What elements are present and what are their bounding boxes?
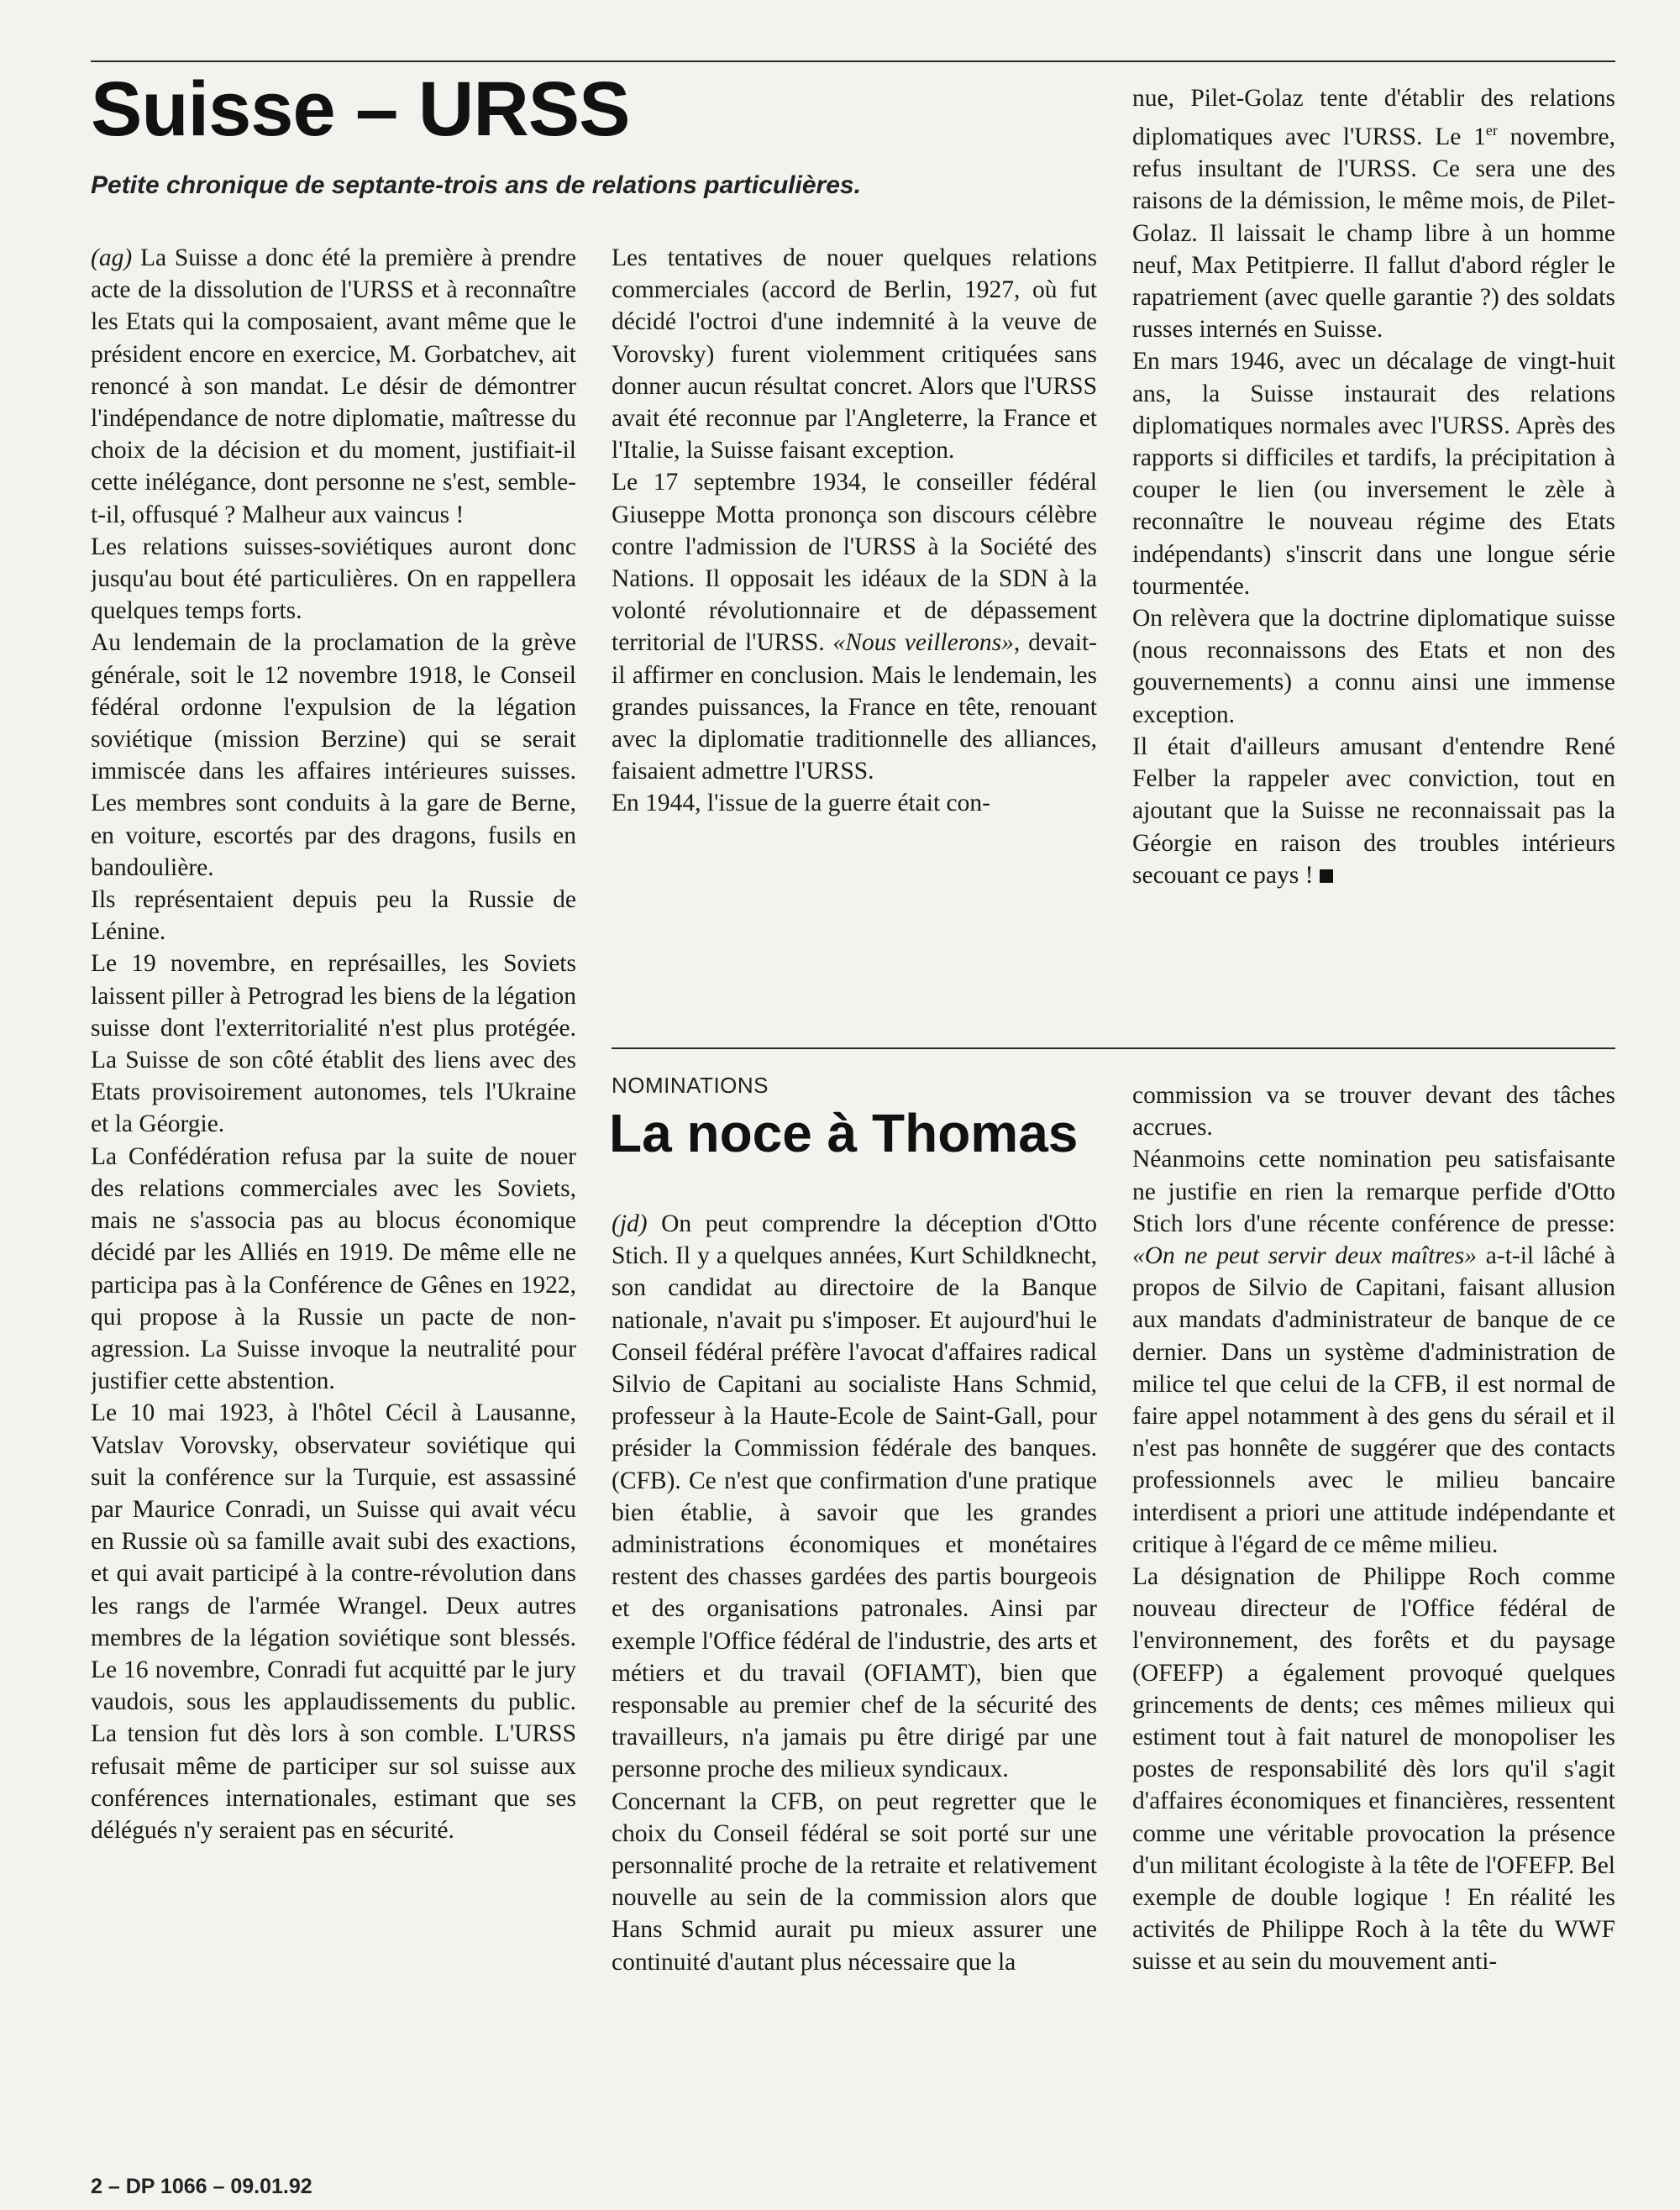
- paragraph: (ag) La Suisse a donc été la première à prendre acte de la dissolution de l'URSS et à reconnaître les Etats qui la composaient, avant même que le président encore en exercice, M. Gorbatchev, ait renoncé à son mandat. Le désir de démontrer l'indépendance de notre diplomatie, maîtresse du choix de la décision et du moment, justifiait-il cette inélégance, dont personne ne s'est, semble-t-il, offusqué ? Malheur aux vaincus !: [91, 244, 576, 528]
- paragraph: La désignation de Philippe Roch comme nouveau directeur de l'Office fédéral de l'environnement, des forêts et du paysage (OFEFP) a également provoqué quelques grincements de dents; ces mêmes milieux qui estiment tout à fait naturel de monopoliser les postes de responsabilité dès lors qu'il s'agit d'affaires économiques et financières, ressentent comme une véritable provocation la présence d'un militant écologiste à la tête de l'OFEFP. Bel exemple de double logique ! En réalité les activités de Philippe Roch à la tête du WWF suisse et au sein du mouvement anti-: [1132, 1563, 1615, 1976]
- article-subtitle: Petite chronique de septante-trois ans de relations particulières.: [91, 171, 861, 199]
- page-footer: 2 – DP 1066 – 09.01.92: [91, 2175, 312, 2198]
- section-kicker: NOMINATIONS: [612, 1073, 769, 1098]
- paragraph: Le 17 septembre 1934, le conseiller fédéral Giuseppe Motta prononça son discours célèbre contre l'admission de l'URSS à la Société des Nations. Il opposait les idéaux de la SDN à la volonté révolutionnaire et de dépassement territorial de l'URSS. «Nous veillerons», devait-il affirmer en conclusion. Mais le lendemain, les grandes puissances, la France en tête, renouant avec la diplomatie traditionnelle des alliances, faisaient admettre l'URSS.: [612, 469, 1097, 785]
- paragraph: Le 10 mai 1923, à l'hôtel Cécil à Lausanne, Vatslav Vorovsky, observateur soviétique qui suit la conférence sur la Turquie, est assassiné par Maurice Conradi, un Suisse qui avait vécu en Russie où sa famille avait subi des exactions, et qui avait participé à la contre-révolution dans les rangs de l'armée Wrangel. Deux autres membres de la légation soviétique sont blessés. Le 16 novembre, Conradi fut acquitté par le jury vaudois, sous les applaudissements du public. La tension fut dès lors à son comble. L'URSS refusait même de participer sur sol suisse aux conférences internationales, estimant que ses délégués n'y seraient pas en sécurité.: [91, 1399, 576, 1844]
- paragraph: En mars 1946, avec un décalage de vingt-huit ans, la Suisse instaurait des relations diplomatiques normales avec l'URSS. Après des rapports si difficiles et tardifs, la précipitation à couper le lien (ou inversement le zèle à reconnaître le nouveau régime des Etats indépendants) s'inscrit dans une longue série tourmentée.: [1132, 348, 1615, 600]
- article-title: Suisse – URSS: [91, 66, 630, 152]
- paragraph: Au lendemain de la proclamation de la grève générale, soit le 12 novembre 1918, le Conseil fédéral ordonne l'expulsion de la légation soviétique (mission Berzine) qui se serait immiscée dans les affaires intérieures suisses. Les membres sont conduits à la gare de Berne, en voiture, escortés par des dragons, fusils en bandoulière.: [91, 629, 576, 881]
- article1-column-3: [1132, 82, 1615, 964]
- quote: «Nous veillerons»: [832, 629, 1014, 657]
- paragraph: Ils représentaient depuis peu la Russie de Lénine.: [91, 886, 576, 946]
- article1-column-2: [612, 242, 1097, 964]
- paragraph: En 1944, l'issue de la guerre était con-: [612, 790, 990, 817]
- paragraph: Les tentatives de nouer quelques relations commerciales (accord de Berlin, 1927, où fut décidé l'octroi d'une indemnité à la veuve de Vorovsky) furent violemment critiquées sans donner aucun résultat concret. Alors que l'URSS avait été reconnue par l'Angleterre, la France et l'Italie, la Suisse faisant exception.: [612, 244, 1097, 465]
- paragraph: On relèvera que la doctrine diplomatique suisse (nous reconnaissons des Etats et non des gouvernements) a connu ainsi une immense exception.: [1132, 605, 1615, 728]
- article1-column-1: [91, 242, 576, 2149]
- article2-column-1: [612, 1208, 1097, 2149]
- paragraph: (jd) On peut comprendre la déception d'Otto Stich. Il y a quelques années, Kurt Schildknecht, son candidat au directoire de la Banque nationale, n'avait pu s'imposer. Et aujourd'hui le Conseil fédéral préfère l'avocat d'affaires radical Silvio de Capitani au socialiste Hans Schmid, professeur à la Haute-Ecole de Saint-Gall, pour présider la Commission fédérale des banques. (CFB). Ce n'est que confirmation d'une pratique bien établie, à savoir que les grandes administrations économiques et monétaires restent des chasses gardées des partis bourgeois et des organisations patronales. Ainsi par exemple l'Office fédéral de l'industrie, des arts et métiers et du travail (OFIAMT), bien que responsable au premier chef de la sécurité des travailleurs, n'a jamais pu être dirigé par une personne proche des milieux syndicaux.: [612, 1210, 1097, 1783]
- article2-column-2: [1132, 1079, 1615, 2150]
- paragraph: Néanmoins cette nomination peu satisfaisante ne justifie en rien la remarque perfide d'Otto Stich lors d'une récente conférence de presse: «On ne peut servir deux maîtres» a-t-il lâché à propos de Silvio de Capitani, faisant allusion aux mandats d'administrateur de banque de ce dernier. Dans un système d'administration de milice tel que celui de la CFB, il est normal de faire appel notamment à des gens du sérail et il n'est pas honnête de suggérer que des contacts professionnels avec le milieu bancaire interdisent a priori une attitude indépendante et critique à l'égard de ce même milieu.: [1132, 1146, 1615, 1558]
- paragraph: commission va se trouver devant des tâches accrues.: [1132, 1082, 1615, 1142]
- paragraph: Concernant la CFB, on peut regretter que le choix du Conseil fédéral se soit porté sur une personnalité proche de la retraite et relativement nouvelle au sein de la commission alors que Hans Schmid aurait pu mieux assurer une continuité d'autant plus nécessaire que la: [612, 1787, 1097, 1976]
- end-mark-icon: [1320, 869, 1333, 883]
- paragraph: La Confédération refusa par la suite de nouer des relations commerciales avec les Soviets, mais ne s'associa pas au blocus économique décidé par les Alliés en 1919. De même elle ne participa pas à la Conférence de Gênes en 1922, qui propose à la Russie un pacte de non-agression. La Suisse invoque la neutralité pour justifier cette abstention.: [91, 1142, 576, 1395]
- paragraph: Le 19 novembre, en représailles, les Soviets laissent piller à Petrograd les biens de la légation suisse dont l'exterritorialité n'est plus protégée. La Suisse de son côté établit des liens avec des Etats provisoirement autonomes, tels l'Ukraine et la Géorgie.: [91, 950, 576, 1138]
- paragraph: nue, Pilet-Golaz tente d'établir des relations diplomatiques avec l'URSS. Le 1er novembre, refus insultant de l'URSS. Ce sera une des raisons de la démission, le même mois, de Pilet-Golaz. Il laissait le champ libre à un homme neuf, Max Petitpierre. Il fallut d'abord régler le rapatriement (avec quelle garantie ?) des soldats russes internés en Suisse.: [1132, 85, 1615, 344]
- quote: «On ne peut servir deux maîtres»: [1132, 1242, 1477, 1270]
- byline: (ag): [91, 244, 133, 271]
- top-rule: [91, 60, 1615, 62]
- byline: (jd): [612, 1210, 648, 1237]
- paragraph: Les relations suisses-soviétiques auront donc jusqu'au bout été particulières. On en rappellera quelques temps forts.: [91, 533, 576, 625]
- paragraph: Il était d'ailleurs amusant d'entendre René Felber la rappeler avec conviction, tout en ajoutant que la Suisse ne reconnaissait pas la Géorgie en raison des troubles intérieurs secouant ce pays !: [1132, 732, 1615, 889]
- mid-rule: [612, 1047, 1615, 1049]
- article-title-2: La noce à Thomas: [609, 1103, 1079, 1163]
